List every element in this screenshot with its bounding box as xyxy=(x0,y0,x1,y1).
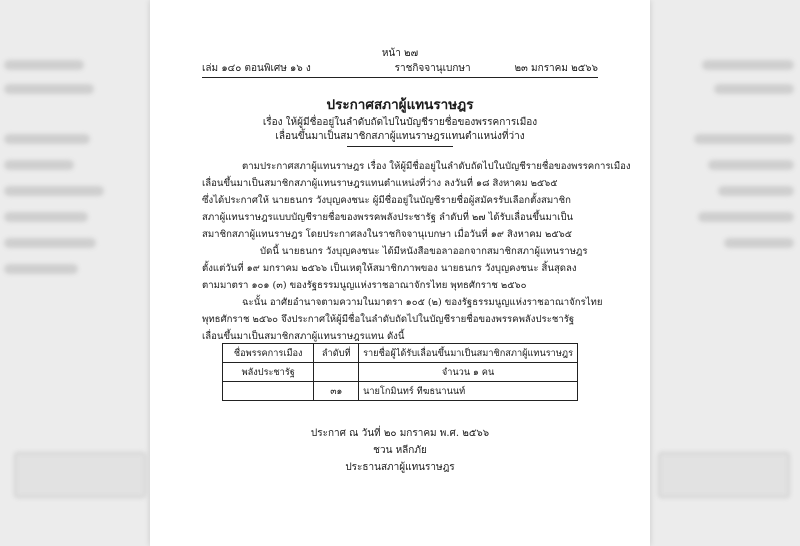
body-line: พุทธศักราช ๒๕๖๐ จึงประกาศให้ผู้มีชื่อในลำดับถัดไปในบัญชีรายชื่อของพรรคพลังประชารัฐ xyxy=(202,314,575,325)
body-line: ซึ่งได้ประกาศให้ นายธนกร วังบุญคงชนะ ผู้มีชื่ออยู่ในบัญชีรายชื่อผู้สมัครรับเลือกตั้งสมาชิก xyxy=(202,195,571,206)
header-candidate: รายชื่อผู้ได้รับเลื่อนขึ้นมาเป็นสมาชิกสภาผู้แทนราษฎร xyxy=(359,344,578,363)
document-title: ประกาศสภาผู้แทนราษฎร xyxy=(326,97,474,113)
gazette-label: ราชกิจจานุเบกษา xyxy=(394,63,471,74)
page-number: หน้า ๒๗ xyxy=(381,48,419,59)
candidate-count: จำนวน ๑ คน xyxy=(359,363,578,382)
header-order: ลำดับที่ xyxy=(314,344,359,363)
running-header xyxy=(202,61,598,76)
candidate-name: นายโกมินทร์ ทีฆธนานนท์ xyxy=(359,382,578,401)
body-line: ฉะนั้น อาศัยอำนาจตามความในมาตรา ๑๐๕ (๒) ของรัฐธรรมนูญแห่งราชอาณาจักรไทย xyxy=(242,297,603,308)
body-line: เลื่อนขึ้นมาเป็นสมาชิกสภาผู้แทนราษฎรแทน ดังนี้ xyxy=(202,331,405,342)
gazette-page xyxy=(150,0,650,546)
header-party: ชื่อพรรคการเมือง xyxy=(223,344,314,363)
body-line: สมาชิกสภาผู้แทนราษฎร โดยประกาศลงในราชกิจจานุเบกษา เมื่อวันที่ ๑๙ สิงหาคม ๒๕๖๕ xyxy=(202,229,572,240)
body-line: เลื่อนขึ้นมาเป็นสมาชิกสภาผู้แทนราษฎรแทนตำแหน่งที่ว่าง ลงวันที่ ๑๘ สิงหาคม ๒๕๖๕ xyxy=(202,178,558,189)
body-line: ตั้งแต่วันที่ ๑๙ มกราคม ๒๕๖๖ เป็นเหตุให้สมาชิกภาพของ นายธนกร วังบุญคงชนะ สิ้นสุดลง xyxy=(202,263,577,274)
body-line: สภาผู้แทนราษฎรแบบบัญชีรายชื่อของพรรคพลังประชารัฐ ลำดับที่ ๒๗ ได้รับเลื่อนขึ้นมาเป็น xyxy=(202,212,574,223)
empty-cell xyxy=(223,382,314,401)
body-line: ตามประกาศสภาผู้แทนราษฎร เรื่อง ให้ผู้มีชื่ออยู่ในลำดับถัดไปในบัญชีรายชื่อของพรรคการเมือง xyxy=(242,161,631,172)
table-row xyxy=(223,382,578,401)
candidate-order: ๓๑ xyxy=(314,382,359,401)
blurred-background-left xyxy=(0,0,150,546)
announcement-date: ประกาศ ณ วันที่ ๒๐ มกราคม พ.ศ. ๒๕๖๖ xyxy=(310,428,490,439)
empty-cell xyxy=(314,363,359,382)
subject-line-2: เลื่อนขึ้นมาเป็นสมาชิกสภาผู้แทนราษฎรแทนตำแหน่งที่ว่าง xyxy=(275,131,525,142)
header-date: ๒๓ มกราคม ๒๕๖๖ xyxy=(514,63,598,74)
body-line: ตามมาตรา ๑๐๑ (๓) ของรัฐธรรมนูญแห่งราชอาณาจักรไทย พุทธศักราช ๒๕๖๐ xyxy=(202,280,527,291)
signatory-position: ประธานสภาผู้แทนราษฎร xyxy=(345,462,455,473)
header-rule xyxy=(202,77,598,78)
candidate-table xyxy=(222,343,578,401)
signatory-name: ชวน หลีกภัย xyxy=(373,445,427,456)
blurred-background-right xyxy=(650,0,800,546)
volume-label: เล่ม ๑๔๐ ตอนพิเศษ ๑๖ ง xyxy=(202,63,311,74)
party-name: พลังประชารัฐ xyxy=(223,363,314,382)
table-header-row xyxy=(223,344,578,363)
subject-line-1: เรื่อง ให้ผู้มีชื่ออยู่ในลำดับถัดไปในบัญชีรายชื่อของพรรคการเมือง xyxy=(262,117,538,128)
title-rule xyxy=(347,146,453,147)
body-line: บัดนี้ นายธนกร วังบุญคงชนะ ได้มีหนังสือขอลาออกจากสมาชิกสภาผู้แทนราษฎร xyxy=(260,246,588,257)
table-row xyxy=(223,363,578,382)
